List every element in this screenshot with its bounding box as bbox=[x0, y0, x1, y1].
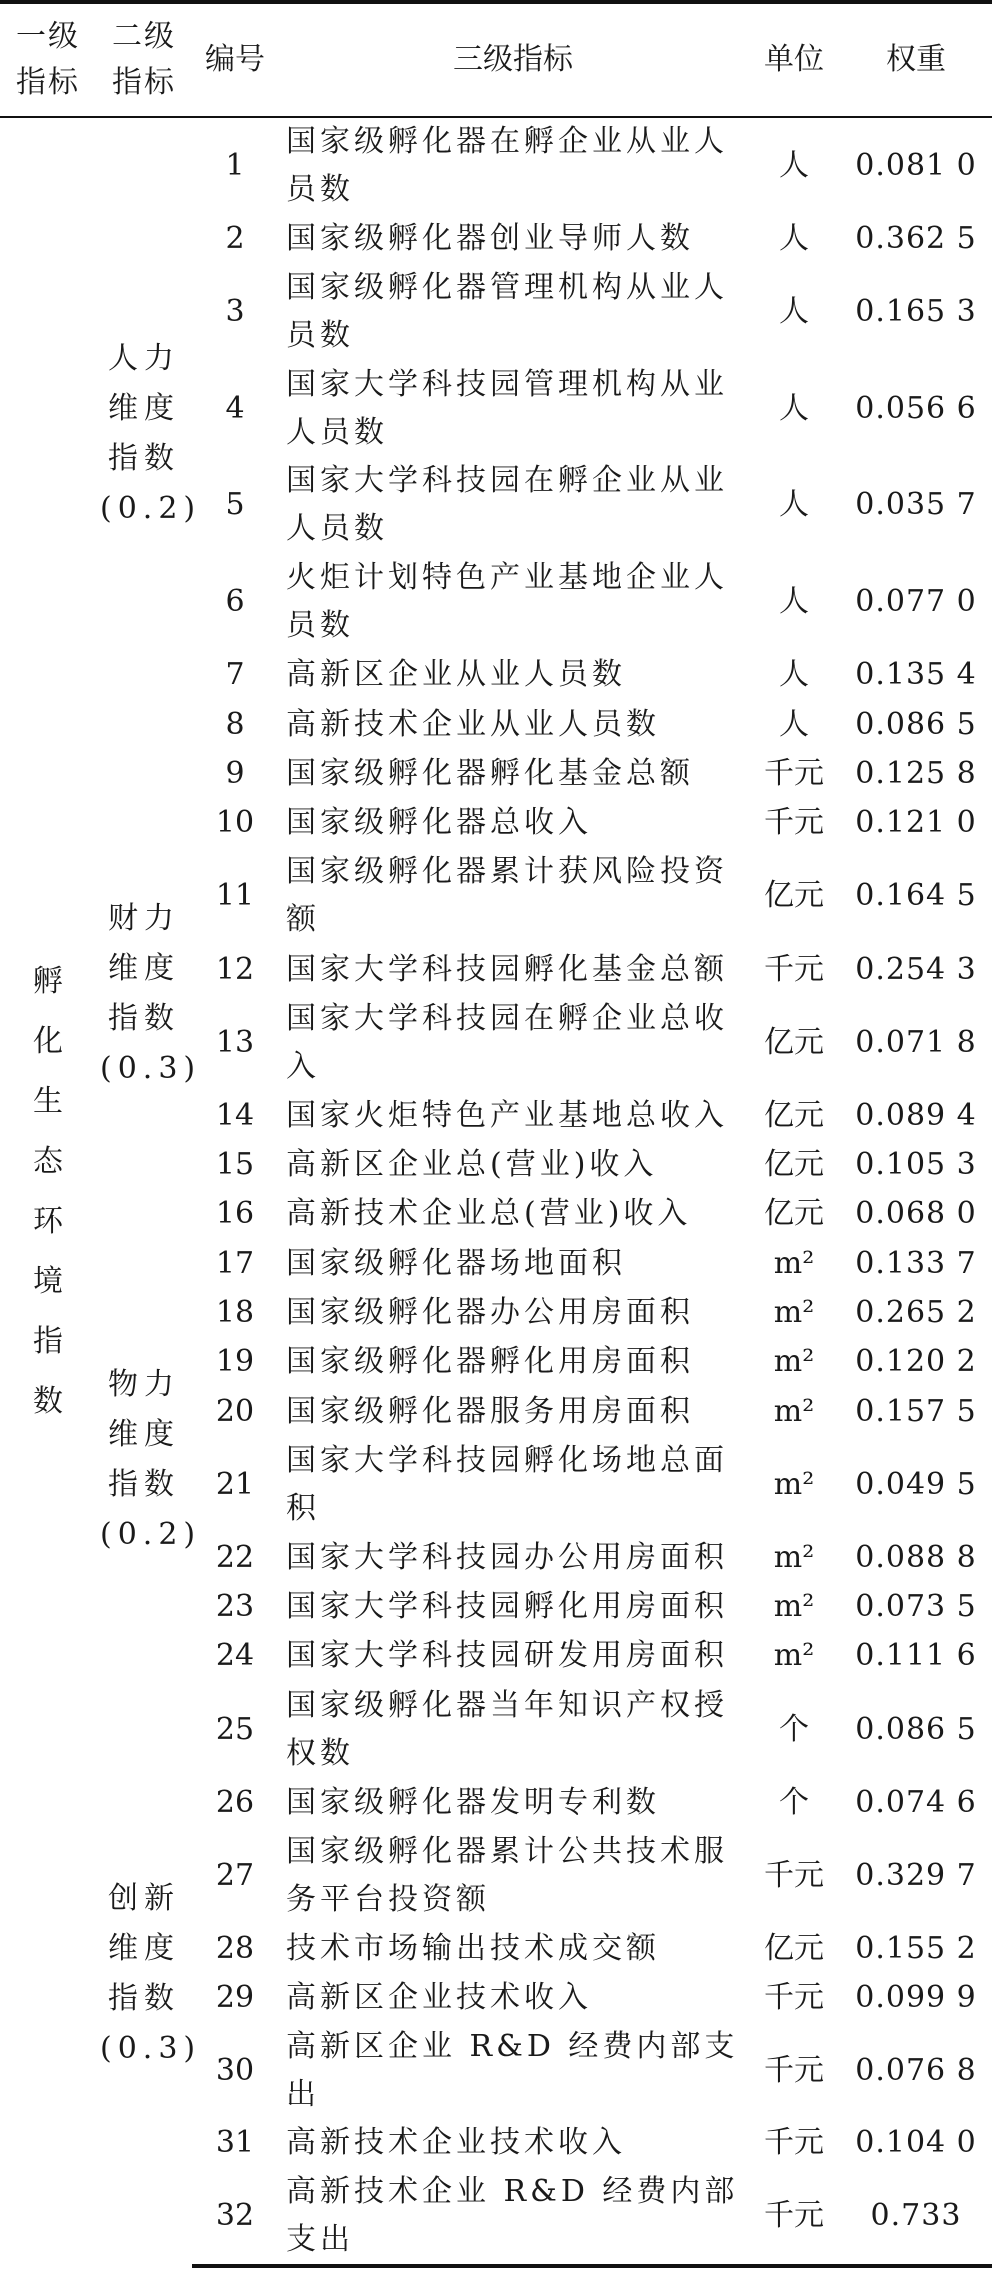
row-unit: 人 bbox=[779, 390, 809, 426]
row-weight: 0.254 3 bbox=[855, 951, 977, 987]
row-no: 1 bbox=[225, 148, 245, 183]
row-unit: m² bbox=[773, 1245, 815, 1281]
table-row bbox=[0, 749, 992, 798]
row-weight: 0.089 4 bbox=[855, 1097, 977, 1133]
row-unit: m² bbox=[773, 1344, 815, 1380]
row-indicator: 国家大学科技园在孵企业从业人员数 bbox=[286, 463, 728, 547]
row-weight: 0.086 5 bbox=[855, 1711, 977, 1747]
row-no: 3 bbox=[225, 293, 245, 329]
row-unit: 千元 bbox=[764, 951, 824, 987]
row-indicator: 国家大学科技园在孵企业总收入 bbox=[286, 1000, 728, 1084]
row-no: 22 bbox=[215, 1539, 255, 1575]
row-no: 27 bbox=[215, 1857, 255, 1893]
row-unit: m² bbox=[773, 1466, 815, 1502]
header-level3: 三级指标 bbox=[278, 2, 748, 117]
row-weight: 0.265 2 bbox=[855, 1295, 977, 1330]
level2-cell-innovation: 创新维度指数(0.3) bbox=[100, 1880, 202, 2066]
row-weight: 0.099 9 bbox=[855, 1980, 977, 2016]
table-row bbox=[0, 117, 992, 214]
row-indicator: 国家火炬特色产业基地总收入 bbox=[286, 1097, 728, 1133]
row-unit: m² bbox=[773, 1393, 815, 1429]
row-indicator: 高新技术企业 R&D 经费内部支出 bbox=[278, 2168, 748, 2266]
row-weight: 0.081 0 bbox=[855, 148, 977, 183]
row-no: 32 bbox=[192, 2168, 278, 2266]
row-unit: 人 bbox=[779, 487, 809, 523]
row-no: 17 bbox=[215, 1245, 255, 1281]
row-indicator: 国家级孵化器管理机构从业人员数 bbox=[286, 269, 728, 353]
row-weight: 0.088 8 bbox=[855, 1539, 977, 1575]
row-indicator: 国家级孵化器当年知识产权授权数 bbox=[286, 1687, 728, 1771]
row-indicator: 国家级孵化器孵化用房面积 bbox=[286, 1344, 694, 1380]
row-weight: 0.155 2 bbox=[855, 1930, 977, 1966]
row-no: 20 bbox=[215, 1393, 255, 1429]
row-indicator: 技术市场输出技术成交额 bbox=[286, 1930, 660, 1966]
row-unit: 人 bbox=[779, 584, 809, 620]
level2-cell-material: 物力维度指数(0.2) bbox=[100, 1367, 202, 1553]
row-weight: 0.111 6 bbox=[855, 1638, 977, 1674]
row-indicator: 国家大学科技园研发用房面积 bbox=[286, 1638, 728, 1674]
row-unit: 千元 bbox=[764, 1857, 824, 1893]
row-unit: m² bbox=[773, 1589, 815, 1625]
row-no: 26 bbox=[215, 1784, 255, 1820]
level2-cell-finance: 财力维度指数(0.3) bbox=[100, 901, 202, 1087]
row-weight: 0.104 0 bbox=[855, 2125, 977, 2161]
row-unit: 亿元 bbox=[764, 1930, 824, 1966]
header-level1: 一级指标 bbox=[0, 2, 96, 117]
row-weight: 0.133 7 bbox=[855, 1245, 977, 1281]
row-weight: 0.105 3 bbox=[855, 1147, 977, 1183]
row-indicator: 国家级孵化器创业导师人数 bbox=[286, 220, 694, 256]
row-indicator: 国家级孵化器发明专利数 bbox=[286, 1784, 660, 1820]
level2-cell-human: 人力维度指数(0.2) bbox=[100, 340, 202, 526]
row-no: 10 bbox=[215, 805, 255, 841]
row-no: 15 bbox=[215, 1147, 255, 1183]
row-weight: 0.121 0 bbox=[855, 805, 977, 841]
row-indicator: 国家级孵化器场地面积 bbox=[286, 1245, 626, 1281]
row-no: 24 bbox=[215, 1638, 255, 1674]
row-weight: 0.086 5 bbox=[855, 706, 977, 742]
row-weight: 0.071 8 bbox=[855, 1024, 977, 1060]
row-no: 7 bbox=[225, 657, 245, 693]
row-unit: 人 bbox=[779, 657, 809, 693]
row-weight: 0.076 8 bbox=[855, 2052, 977, 2088]
row-indicator: 国家级孵化器累计获风险投资额 bbox=[286, 854, 728, 938]
row-unit: 千元 bbox=[764, 1980, 824, 2016]
row-no: 30 bbox=[215, 2052, 255, 2088]
row-weight: 0.362 5 bbox=[855, 220, 977, 256]
row-indicator: 高新技术企业技术收入 bbox=[286, 2125, 626, 2161]
row-no: 29 bbox=[215, 1980, 255, 2016]
level1-cell: 孵化生态环境指数 bbox=[33, 964, 63, 1420]
row-unit: 亿元 bbox=[764, 1196, 824, 1232]
row-indicator: 火炬计划特色产业基地企业人员数 bbox=[286, 560, 728, 644]
table-row bbox=[0, 1239, 992, 1288]
table-row bbox=[0, 1681, 992, 1778]
row-no: 25 bbox=[215, 1711, 255, 1747]
row-indicator: 国家级孵化器总收入 bbox=[286, 805, 592, 841]
row-no: 2 bbox=[225, 220, 245, 256]
row-unit: m² bbox=[773, 1295, 815, 1330]
table-body bbox=[0, 117, 992, 2266]
row-unit: m² bbox=[773, 1638, 815, 1674]
row-indicator: 高新区企业从业人员数 bbox=[286, 657, 626, 693]
row-indicator: 国家级孵化器在孵企业从业人员数 bbox=[286, 124, 728, 207]
row-weight: 0.125 8 bbox=[855, 756, 977, 792]
row-indicator: 国家级孵化器累计公共技术服务平台投资额 bbox=[286, 1833, 728, 1917]
row-weight: 0.733 bbox=[840, 2168, 992, 2266]
row-no: 8 bbox=[225, 706, 245, 742]
row-no: 13 bbox=[215, 1024, 255, 1060]
row-no: 31 bbox=[215, 2125, 255, 2161]
row-weight: 0.120 2 bbox=[855, 1344, 977, 1380]
row-unit: 个 bbox=[779, 1784, 809, 1820]
row-indicator: 国家大学科技园孵化基金总额 bbox=[286, 951, 728, 987]
header-unit: 单位 bbox=[748, 2, 840, 117]
row-indicator: 高新区企业技术收入 bbox=[286, 1980, 592, 2016]
row-no: 19 bbox=[215, 1344, 255, 1380]
row-weight: 0.073 5 bbox=[855, 1589, 977, 1625]
row-unit: 千元 bbox=[764, 2125, 824, 2161]
row-unit: 人 bbox=[779, 148, 809, 183]
row-indicator: 高新技术企业从业人员数 bbox=[286, 706, 660, 742]
row-no: 9 bbox=[225, 756, 245, 792]
header-no: 编号 bbox=[192, 2, 278, 117]
row-indicator: 高新技术企业总(营业)收入 bbox=[286, 1196, 692, 1232]
row-no: 6 bbox=[225, 584, 245, 620]
header-level2: 二级指标 bbox=[96, 2, 192, 117]
row-weight: 0.049 5 bbox=[855, 1466, 977, 1502]
row-indicator: 高新区企业总(营业)收入 bbox=[286, 1147, 658, 1183]
row-no: 5 bbox=[225, 487, 245, 523]
row-unit: 亿元 bbox=[764, 1024, 824, 1060]
row-unit: 千元 bbox=[748, 2168, 840, 2266]
row-weight: 0.056 6 bbox=[855, 390, 977, 426]
row-unit: m² bbox=[773, 1539, 815, 1575]
row-unit: 千元 bbox=[764, 2052, 824, 2088]
row-weight: 0.164 5 bbox=[855, 878, 977, 914]
row-no: 11 bbox=[215, 878, 255, 914]
row-indicator: 国家大学科技园管理机构从业人员数 bbox=[286, 366, 728, 450]
table-header bbox=[0, 2, 992, 117]
row-weight: 0.074 6 bbox=[855, 1784, 977, 1820]
row-weight: 0.035 7 bbox=[855, 487, 977, 523]
row-indicator: 国家级孵化器服务用房面积 bbox=[286, 1393, 694, 1429]
row-unit: 亿元 bbox=[764, 878, 824, 914]
row-weight: 0.135 4 bbox=[855, 657, 977, 693]
row-no: 16 bbox=[215, 1196, 255, 1232]
row-indicator: 国家大学科技园办公用房面积 bbox=[286, 1539, 728, 1575]
row-indicator: 国家大学科技园孵化用房面积 bbox=[286, 1589, 728, 1625]
row-no: 23 bbox=[215, 1589, 255, 1625]
row-indicator: 国家大学科技园孵化场地总面积 bbox=[286, 1442, 728, 1526]
row-unit: 亿元 bbox=[764, 1147, 824, 1183]
row-weight: 0.068 0 bbox=[855, 1196, 977, 1232]
row-unit: 人 bbox=[779, 220, 809, 256]
row-indicator: 国家级孵化器孵化基金总额 bbox=[286, 756, 694, 792]
row-unit: 人 bbox=[779, 293, 809, 329]
row-unit: 千元 bbox=[764, 805, 824, 841]
row-weight: 0.157 5 bbox=[855, 1393, 977, 1429]
row-no: 18 bbox=[215, 1295, 255, 1330]
row-no: 12 bbox=[215, 951, 255, 987]
row-unit: 个 bbox=[779, 1711, 809, 1747]
row-unit: 千元 bbox=[764, 756, 824, 792]
row-weight: 0.077 0 bbox=[855, 584, 977, 620]
row-no: 14 bbox=[215, 1097, 255, 1133]
row-unit: 人 bbox=[779, 706, 809, 742]
header-weight: 权重 bbox=[840, 2, 992, 117]
row-no: 4 bbox=[225, 390, 245, 426]
row-weight: 0.329 7 bbox=[855, 1857, 977, 1893]
row-indicator: 高新区企业 R&D 经费内部支出 bbox=[286, 2028, 739, 2112]
row-indicator: 国家级孵化器办公用房面积 bbox=[286, 1295, 694, 1330]
row-weight: 0.165 3 bbox=[855, 293, 977, 329]
row-no: 28 bbox=[215, 1930, 255, 1966]
row-no: 21 bbox=[215, 1466, 255, 1502]
row-unit: 亿元 bbox=[764, 1097, 824, 1133]
